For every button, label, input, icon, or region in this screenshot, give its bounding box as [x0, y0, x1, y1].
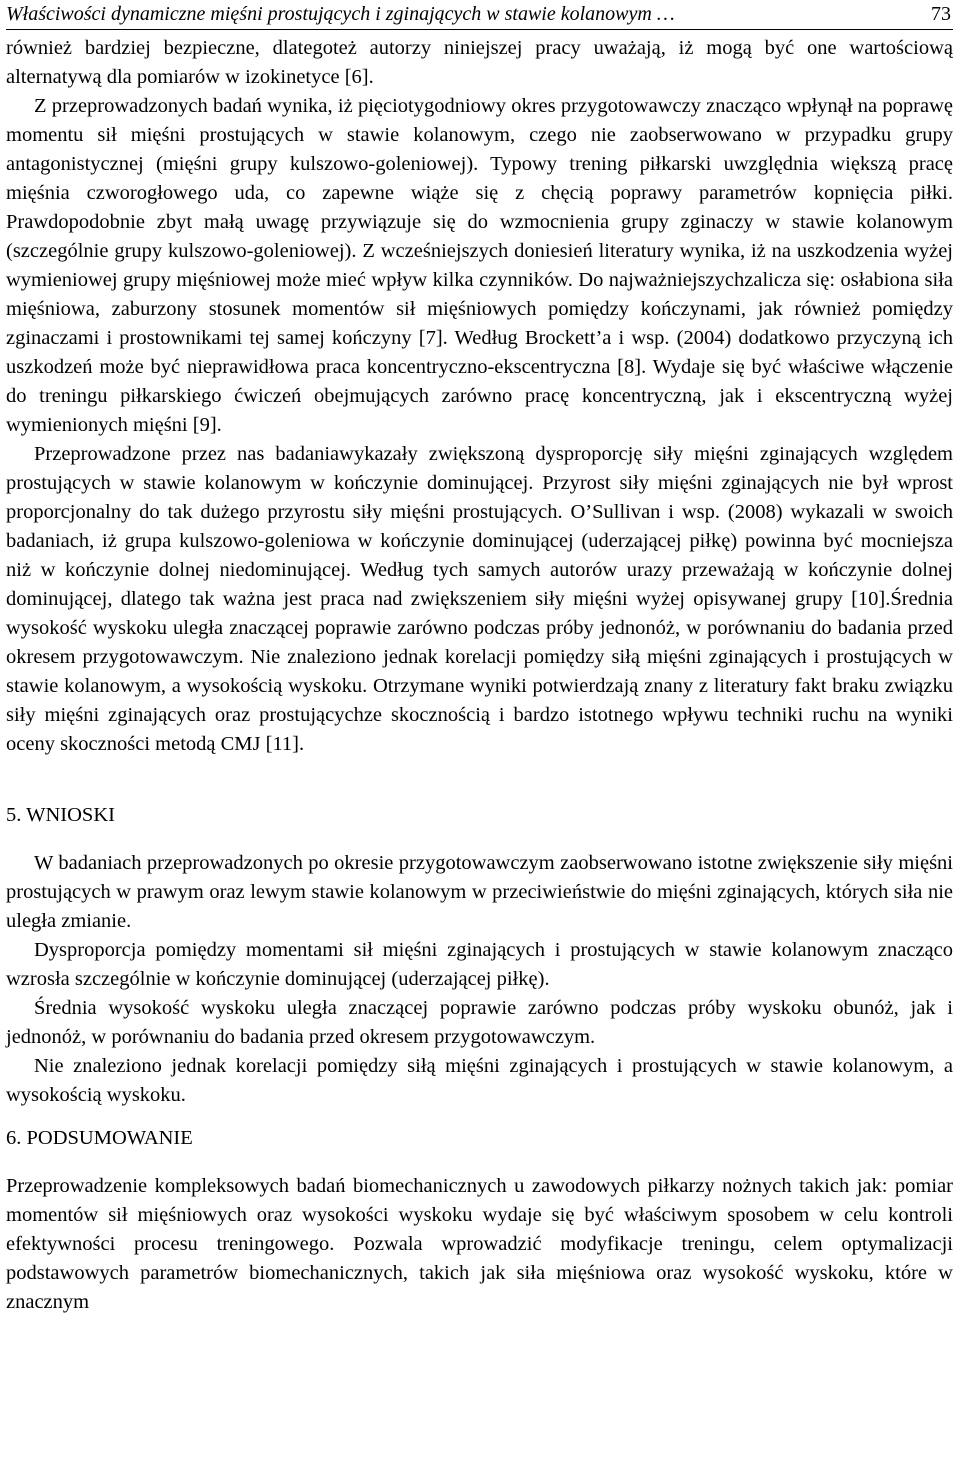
section-heading-podsumowanie: 6. PODSUMOWANIE	[6, 1127, 193, 1149]
body-paragraph: Z przeprowadzonych badań wynika, iż pięciotygodniowy okres przygotowawczy znacząco wpłynął na poprawę momentu sił mięśni prostujących w stawie kolanowym, czego nie zaobserwowano w przypadku grupy antagonistycznej (mięśni grupy kulszowo-goleniowej). Typowy trening piłkarski uwzględnia większą pracę mięśnia czworogłowego uda, co zapewne wiąże się z chęcią poprawy parametrów kopnięcia piłki. Prawdopodobnie zbyt małą uwagę przywiązuje się do wzmocnienia grupy zginaczy w stawie kolanowym (szczególnie grupy kulszowo-goleniowej). Z wcześniejszych doniesień literatury wynika, iż na uszkodzenia wyżej wymieniowej grupy mięśniowej może mieć wpływ kilka czynników. Do najważniejszychzalicza się: osłabiona siła mięśniowa, zaburzony stosunek momentów sił mięśniowych pomiędzy kończynami, jak również pomiędzy zginaczami i prostownikami tej samej kończyny [7]. Według Brockett’a i wsp. (2004) dodatkowo przyczyną ich uszkodzeń może być nieprawidłowa praca koncentryczno-ekscentryczna [8]. Wydaje się być właściwe włączenie do treningu piłkarskiego ćwiczeń obejmujących zarówno pracę koncentryczną, jak i ekscentryczną wyżej wymienionych mięśni [9].	[6, 95, 953, 436]
conclusion-paragraph: Nie znaleziono jednak korelacji pomiędzy siłą mięśni zginających i prostujących w stawie kolanowym, a wysokością wyskoku.	[6, 1055, 953, 1106]
page	[6, 0, 953, 1317]
running-header	[6, 0, 953, 30]
section-heading-wnioski: 5. WNIOSKI	[6, 804, 115, 826]
page-number: 73	[931, 3, 951, 25]
conclusion-paragraph: W badaniach przeprowadzonych po okresie przygotowawczym zaobserwowano istotne zwiększenie siły mięśni prostujących w prawym oraz lewym stawie kolanowym w przeciwieństwie do mięśni zginających, których siła nie uległa zmianie.	[6, 852, 953, 932]
summary-paragraph: Przeprowadzenie kompleksowych badań biomechanicznych u zawodowych piłkarzy nożnych takich jak: pomiar momentów sił mięśniowych oraz wysokości wyskoku wydaje się być właściwym sposobem w celu kontroli efektywności procesu treningowego. Pozwala wprowadzić modyfikacje treningu, celem optymalizacji podstawowych parametrów biomechanicznych, takich jak siła mięśniowa oraz wysokość wyskoku, które w znacznym	[6, 1175, 953, 1313]
conclusion-paragraph: Dysproporcja pomiędzy momentami sił mięśni zginających i prostujących w stawie kolanowym znacząco wzrosła szczególnie w kończynie dominującej (uderzającej piłkę).	[6, 939, 953, 990]
body-paragraph: Przeprowadzone przez nas badaniawykazały zwiększoną dysproporcję siły mięśni zginających względem prostujących w stawie kolanowym w kończynie dominującej. Przyrost siły mięśni zginających nie był wprost proporcjonalny do tak dużego przyrostu siły mięśni prostujących. O’Sullivan i wsp. (2008) wykazali w swoich badaniach, iż grupa kulszowo-goleniowa w kończynie dominującej (uderzającej piłkę) powinna być mocniejsza niż w kończynie dolnej niedominującej. Według tych samych autorów urazy przeważają w kończynie dolnej dominującej, dlatego tak ważna jest praca nad zwiększeniem siły mięśni wyżej opisywanej grupy [10].Średnia wysokość wyskoku uległa znaczącej poprawie zarówno podczas próby jednonóż, w porównaniu do badania przed okresem przygotowawczym. Nie znaleziono jednak korelacji pomiędzy siłą mięśni zginających i prostujących w stawie kolanowym, a wysokością wyskoku. Otrzymane wyniki potwierdzają znany z literatury fakt braku związku siły mięśni zginających oraz prostującychze skocznością i bardzo istotnego wpływu techniki ruchu na wyniki oceny skoczności metodą CMJ [11].	[6, 443, 953, 755]
body-paragraph-continuation: również bardziej bezpieczne, dlategoteż autorzy niniejszej pracy uważają, iż mogą być one wartościową alternatywą dla pomiarów w izokinetyce [6].	[6, 37, 953, 88]
running-header-title: Właściwości dynamiczne mięśni prostujących i zginających w stawie kolanowym …	[6, 3, 675, 25]
conclusion-paragraph: Średnia wysokość wyskoku uległa znaczącej poprawie zarówno podczas próby wyskoku obunóż, jak i jednonóż, w porównaniu do badania przed okresem przygotowawczym.	[6, 997, 953, 1048]
